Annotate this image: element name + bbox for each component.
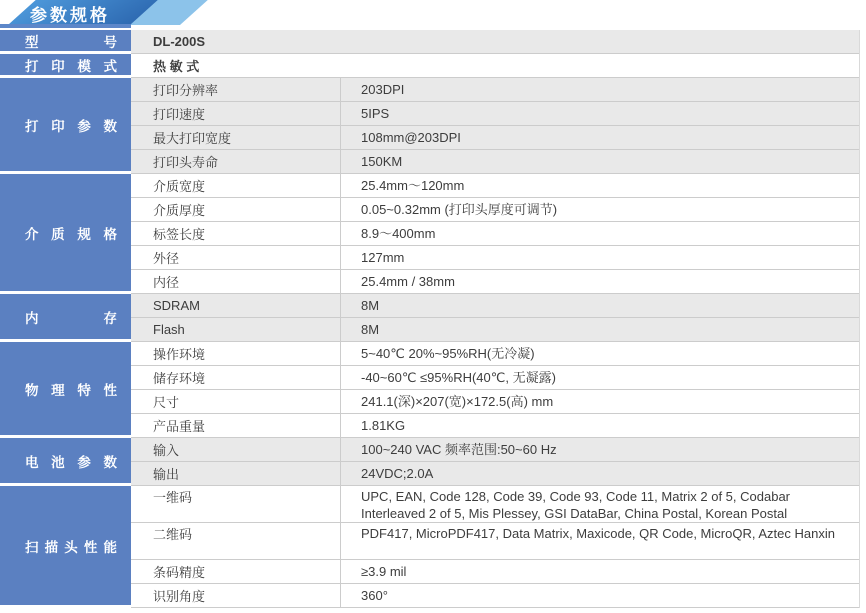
param-name: 介质宽度 — [131, 174, 341, 197]
param-value: DL-200S — [153, 34, 206, 49]
media-specs-row-2 — [131, 222, 859, 246]
param-value: 360° — [361, 588, 388, 603]
section-label-media-specs: 介 质 规 格 — [0, 174, 131, 291]
param-value: 热 敏 式 — [153, 59, 200, 74]
param-value: UPC, EAN, Code 128, Code 39, Code 93, Code 11, Matrix 2 of 5, Codabar Interleaved 2 of 5, Mis Plessey, GSI DataBar, China Postal, Korean Postal — [361, 489, 790, 521]
print-params-row-3 — [131, 150, 859, 174]
param-value: 24VDC;2.0A — [361, 466, 434, 481]
param-value: 8M — [361, 322, 380, 337]
media-specs-row-4 — [131, 270, 859, 294]
param-value: 100~240 VAC 频率范围:50~60 Hz — [361, 442, 557, 457]
page-title: 参数规格 — [30, 6, 110, 25]
physical-row-3 — [131, 414, 859, 438]
section-label-memory: 内 存 — [0, 294, 131, 339]
param-value: 8M — [361, 298, 380, 313]
param-value: 5IPS — [361, 106, 390, 121]
param-value: 25.4mm / 38mm — [361, 274, 455, 289]
param-name: 一维码 — [131, 486, 341, 522]
title-banner — [0, 0, 866, 30]
scanner-row-2 — [131, 560, 859, 584]
param-name: 打印分辨率 — [131, 78, 341, 101]
section-label-physical: 物 理 特 性 — [0, 342, 131, 435]
model-row-0 — [131, 30, 859, 54]
scanner-row-1 — [131, 523, 859, 560]
section-label-print-params: 打 印 参 数 — [0, 78, 131, 171]
section-label-print-mode: 打 印 模 式 — [0, 54, 131, 75]
param-name: 识别角度 — [131, 584, 341, 607]
param-name: 产品重量 — [131, 414, 341, 437]
section-label-model: 型 号 — [0, 30, 131, 51]
param-name: 内径 — [131, 270, 341, 293]
param-name: 条码精度 — [131, 560, 341, 583]
param-name: 尺寸 — [131, 390, 341, 413]
media-specs-row-1 — [131, 198, 859, 222]
param-value: 127mm — [361, 250, 405, 265]
scanner-row-0 — [131, 486, 859, 523]
param-value: 241.1(深)×207(宽)×172.5(高) mm — [361, 394, 554, 409]
media-specs-row-0 — [131, 174, 859, 198]
memory-row-0 — [131, 294, 859, 318]
param-name: 输入 — [131, 438, 341, 461]
param-value: 8.9～400mm — [361, 226, 436, 241]
param-name: 储存环境 — [131, 366, 341, 389]
param-name: 操作环境 — [131, 342, 341, 365]
scanner-row-3 — [131, 584, 859, 608]
physical-row-0 — [131, 342, 859, 366]
section-column — [0, 30, 131, 608]
spec-table — [0, 30, 860, 608]
param-name: SDRAM — [131, 294, 341, 317]
memory-row-1 — [131, 318, 859, 342]
param-name: 介质厚度 — [131, 198, 341, 221]
param-name: 标签长度 — [131, 222, 341, 245]
param-name: 打印头寿命 — [131, 150, 341, 173]
section-label-scanner: 扫 描 头 性 能 — [0, 486, 131, 605]
rows-column — [131, 30, 860, 608]
physical-row-1 — [131, 366, 859, 390]
param-value: -40~60℃ ≤95%RH(40℃, 无凝露) — [361, 370, 556, 385]
param-value: ≥3.9 mil — [361, 564, 407, 579]
param-name: 二维码 — [131, 523, 341, 559]
print-params-row-1 — [131, 102, 859, 126]
print-mode-row-0 — [131, 54, 859, 78]
param-name: Flash — [131, 318, 341, 341]
print-params-row-0 — [131, 78, 859, 102]
param-value: 108mm@203DPI — [361, 130, 461, 145]
media-specs-row-3 — [131, 246, 859, 270]
param-value: 25.4mm～120mm — [361, 178, 465, 193]
param-name: 最大打印宽度 — [131, 126, 341, 149]
power-row-1 — [131, 462, 859, 486]
physical-row-2 — [131, 390, 859, 414]
param-name: 打印速度 — [131, 102, 341, 125]
param-value: 150KM — [361, 154, 403, 169]
print-params-row-2 — [131, 126, 859, 150]
param-value: 5~40℃ 20%~95%RH(无冷凝) — [361, 346, 535, 361]
param-value: 203DPI — [361, 82, 405, 97]
param-value: 0.05~0.32mm (打印头厚度可调节) — [361, 202, 558, 217]
param-value: 1.81KG — [361, 418, 406, 433]
section-label-power: 电 池 参 数 — [0, 438, 131, 483]
param-name: 外径 — [131, 246, 341, 269]
param-value: PDF417, MicroPDF417, Data Matrix, Maxicode, QR Code, MicroQR, Aztec Hanxin — [361, 526, 835, 541]
param-name: 输出 — [131, 462, 341, 485]
power-row-0 — [131, 438, 859, 462]
